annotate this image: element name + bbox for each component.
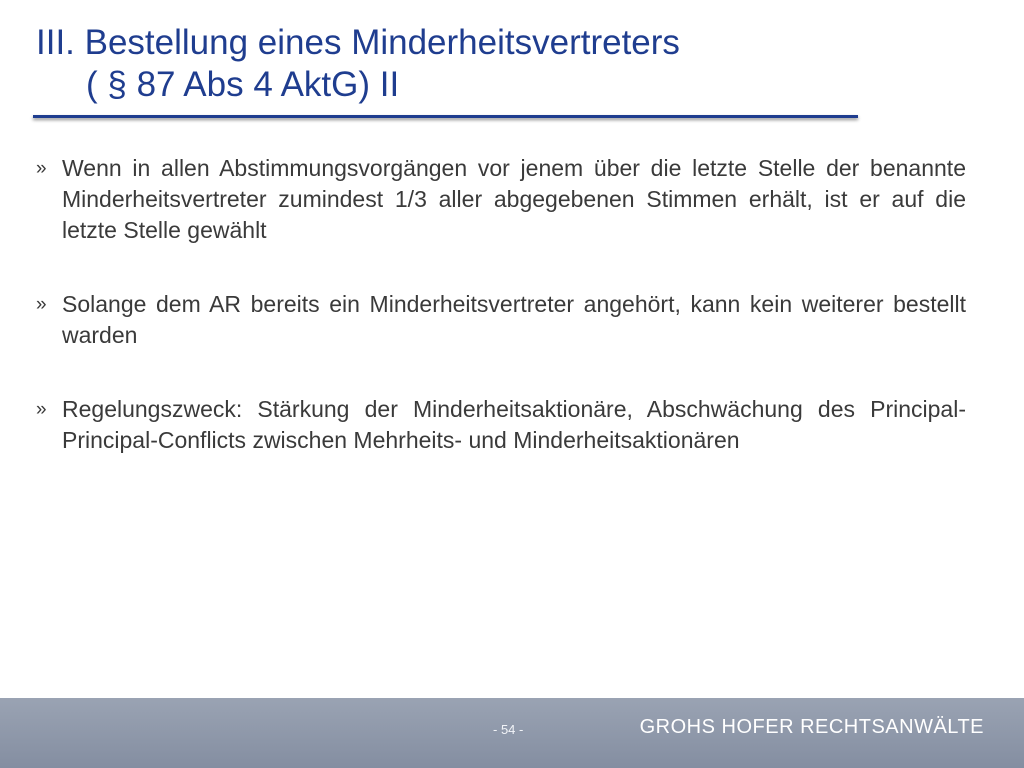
bullet-text: Solange dem AR bereits ein Minderheitsvertreter angehört, kann kein weiterer bestellt warden: [62, 291, 966, 348]
bullet-text: Regelungszweck: Stärkung der Minderheitsaktionäre, Abschwächung des Principal-Principal-Conflicts zwischen Mehrheits- und Minderheitsaktionären: [62, 396, 966, 453]
footer-bar: [0, 698, 1024, 768]
firm-logo-text: GROHS HOFER RECHTSANWÄLTE: [639, 716, 984, 738]
bullet-item: [36, 289, 966, 351]
bullet-marker-icon: »: [36, 158, 47, 179]
bullet-marker-icon: »: [36, 294, 47, 315]
title-underline: [33, 115, 858, 118]
bullet-list: [36, 153, 966, 499]
bullet-text: Wenn in allen Abstimmungsvorgängen vor jenem über die letzte Stelle der benannte Minderheitsvertreter zumindest 1/3 aller abgegebenen Stimmen erhält, ist er auf die letzte Stelle gewählt: [62, 155, 966, 243]
page-number: - 54 -: [493, 722, 524, 737]
slide-title-line-2: ( § 87 Abs 4 AktG) II: [86, 65, 400, 104]
bullet-item: [36, 153, 966, 246]
slide-title-line-1: III. Bestellung eines Minderheitsvertreters: [36, 23, 680, 62]
bullet-item: [36, 394, 966, 456]
bullet-marker-icon: »: [36, 399, 47, 420]
slide-title: [36, 22, 876, 106]
